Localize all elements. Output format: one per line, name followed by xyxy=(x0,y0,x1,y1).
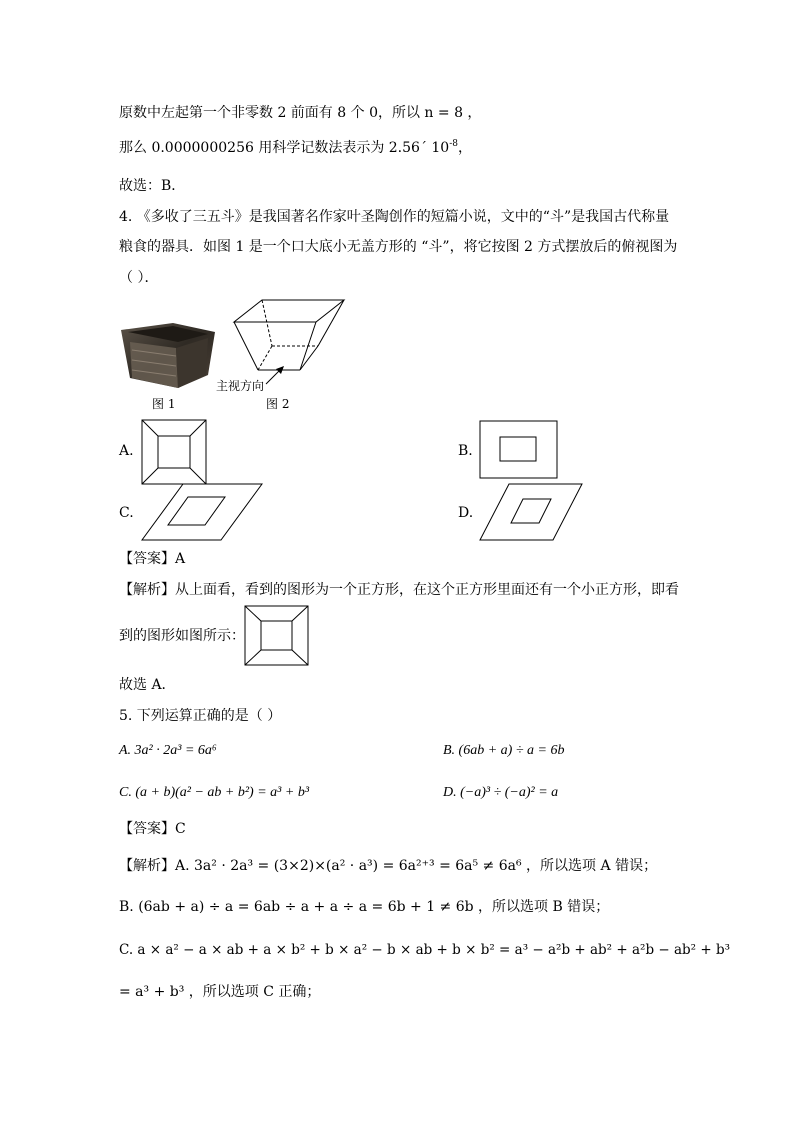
q5-option-c: C. (a + b)(a² − ab + b²) = a³ + b³ xyxy=(119,785,310,800)
view-direction-arrow xyxy=(264,364,288,386)
option-d-figure xyxy=(479,483,583,541)
figure-1-caption: 图 1 xyxy=(152,397,176,411)
figure-1-photo xyxy=(118,320,218,395)
option-a-figure xyxy=(141,419,207,485)
figure-2-caption: 图 2 xyxy=(266,397,290,411)
exponent: -8 xyxy=(449,139,458,149)
comma: ， xyxy=(458,140,472,156)
option-a-label: A. xyxy=(119,443,134,459)
answer-5: 【答案】C xyxy=(119,821,186,837)
solution-line-2 xyxy=(119,138,472,158)
explanation-5-c-line-2: = a³ + b³ ，所以选项 C 正确； xyxy=(119,984,321,1000)
option-b-figure xyxy=(479,420,559,480)
choice-line-3: 故选：B． xyxy=(119,178,186,194)
explanation-4-figure xyxy=(244,605,310,667)
explanation-5-b: B. (6ab + a) ÷ a = 6ab ÷ a + a ÷ a = 6b + 1 ≠ 6b ，所以选项 B 错误； xyxy=(119,899,610,915)
q5-option-b: B. (6ab + a) ÷ a = 6b xyxy=(443,743,565,758)
option-c-label: C. xyxy=(119,505,134,521)
solution-line-2-text: 那么 0.0000000256 用科学记数法表示为 2.56 xyxy=(119,140,420,156)
explanation-5-a: 【解析】A. 3a² · 2a³ = (3×2)×(a² · a³) = 6a²⁺³ = 6a⁵ ≠ 6a⁶ ，所以选项 A 错误； xyxy=(119,858,658,874)
q5-option-d: D. (−a)³ ÷ (−a)² = a xyxy=(443,785,559,800)
q5-option-a: A. 3a² · 2a³ = 6a⁶ xyxy=(119,743,217,758)
view-direction-label: 主视方向 xyxy=(216,379,265,393)
question-5: 5. 下列运算正确的是（ ） xyxy=(119,708,282,724)
question-4-line-3: （ ）． xyxy=(119,270,159,286)
question-4-line-2: 粮食的器具．如图 1 是一个口大底小无盖方形的 “斗”，将它按图 2 方式摆放后的俯视图为 xyxy=(119,239,678,255)
explanation-4-line-2: 到的图形如图所示： xyxy=(119,628,245,644)
option-b-label: B. xyxy=(458,443,473,459)
figure-2-diagram xyxy=(232,298,352,380)
option-c-figure xyxy=(141,483,263,541)
times-symbol: ´ 10 xyxy=(419,140,450,156)
solution-line-1: 原数中左起第一个非零数 2 前面有 8 个 0，所以 n = 8 ， xyxy=(119,105,482,121)
question-4-line-1: 4. 《多收了三五斗》是我国著名作家叶圣陶创作的短篇小说，文中的“斗”是我国古代称量 xyxy=(119,209,670,225)
answer-4: 【答案】A xyxy=(119,551,186,567)
selection-4: 故选 A． xyxy=(119,677,176,693)
explanation-4-line-1: 【解析】从上面看，看到的图形为一个正方形，在这个正方形里面还有一个小正方形，即看 xyxy=(119,582,679,598)
option-d-label: D. xyxy=(458,505,474,521)
explanation-5-c-line-1: C. a × a² − a × ab + a × b² + b × a² − b × ab + b × b² = a³ − a²b + ab² + a²b − ab² + b³ xyxy=(119,942,731,958)
